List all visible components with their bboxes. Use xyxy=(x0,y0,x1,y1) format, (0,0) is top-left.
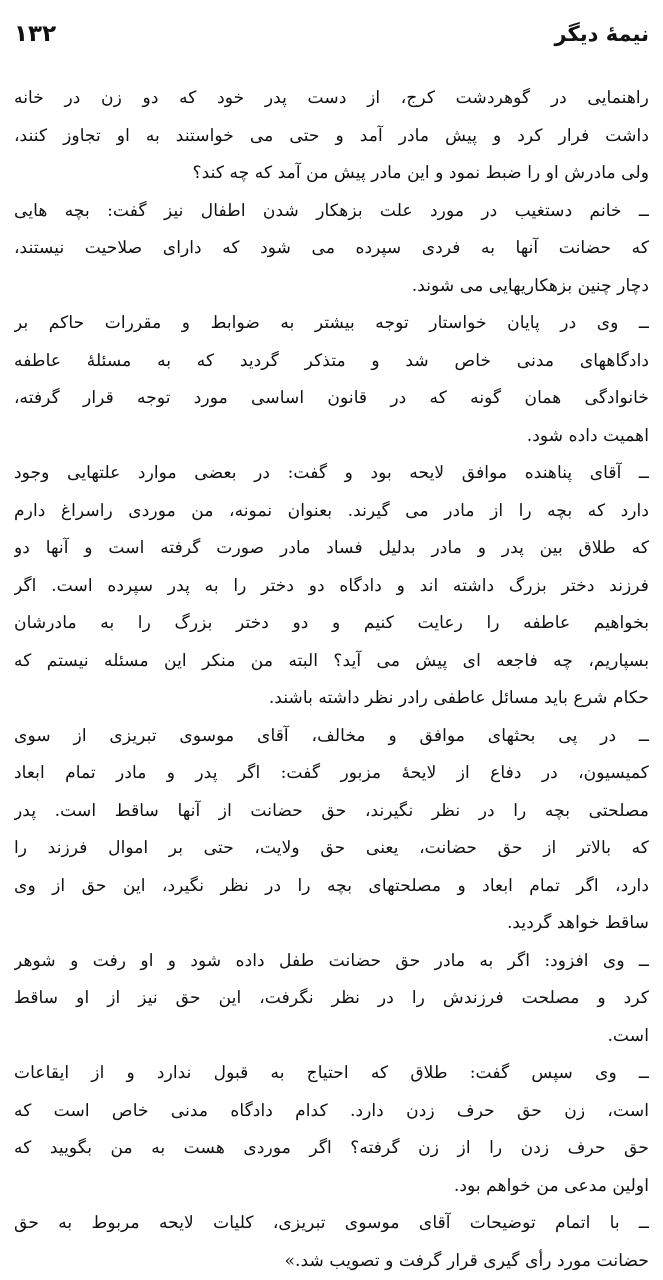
text-line: ــ آقای پناهنده موافق لایحه بود و گفت: در بعضی موارد علتهایی وجود xyxy=(14,455,649,493)
text-line: ــ وی سپس گفت: طلاق که احتیاج به قبول ندارد و از ایقاعات xyxy=(14,1055,649,1093)
page-header xyxy=(14,14,649,54)
text-line: دارد، اگر تمام ابعاد و مصلحتهای بچه را در نظر نگیرد، این حق از وی xyxy=(14,868,649,906)
text-line: اولین مدعی من خواهم بود. xyxy=(14,1168,649,1206)
page-number: ۱۳۲ xyxy=(14,21,56,47)
text-line: ــ وی در پایان خواستار توجه بیشتر به ضوابط و مقررات حاکم بر xyxy=(14,305,649,343)
text-line: فرزند دختر بزرگ داشته اند و دادگاه دو دختر را به پدر سپرده است. اگر xyxy=(14,568,649,606)
text-line: ــ خانم دستغیب در مورد علت بزهکار شدن اطفال نیز گفت: بچه هایی xyxy=(14,193,649,231)
text-line: راهنمایی در گوهردشت کرج، از دست پدر خود که دو زن در خانه xyxy=(14,80,649,118)
text-line: دارد که بچه را از مادر می گیرند. بعنوان نمونه، من موردی راسراغ دارم xyxy=(14,493,649,531)
text-line: کمیسیون، در دفاع از لایحهٔ مزبور گفت: اگر پدر و مادر تمام ابعاد xyxy=(14,755,649,793)
text-line: که حضانت آنها به فردی سپرده می شود که دارای صلاحیت نیستند، xyxy=(14,230,649,268)
text-line: مصلحتی بچه را در نظر نگیرند، حق حضانت از آنها ساقط است. پدر xyxy=(14,793,649,831)
text-line: دچار چنین بزهکاریهایی می شوند. xyxy=(14,268,649,306)
text-line: بسپاریم، چه فاجعه ای پیش می آید؟ البته من منکر این مسئله نیستم که xyxy=(14,643,649,681)
text-line: ــ با اتمام توضیحات آقای موسوی تبریزی، کلیات لایحه مربوط به حق xyxy=(14,1205,649,1243)
text-line: داشت فرار کرد و پیش مادر آمد و حتی می خواستند به او تجاوز کنند، xyxy=(14,118,649,156)
text-line: حکام شرع باید مسائل عاطفی رادر نظر داشته باشند. xyxy=(14,680,649,718)
text-line: خانوادگی همان گونه که در قانون اساسی مورد توجه قرار گرفته، xyxy=(14,380,649,418)
text-line: دادگاههای مدنی خاص شد و متذکر گردید که به مسئلهٔ عاطفه xyxy=(14,343,649,381)
running-title: نیمهٔ دیگر xyxy=(554,22,649,46)
text-line: است، زن حق حرف زدن دارد. کدام دادگاه مدنی خاص است که xyxy=(14,1093,649,1131)
body-text xyxy=(14,80,649,1280)
text-line: حق حرف زدن را از زن گرفته؟ اگر موردی هست به من بگویید که xyxy=(14,1130,649,1168)
text-line: بخواهیم عاطفه را رعایت کنیم و دو دختر بزرگ را به مادرشان xyxy=(14,605,649,643)
text-line: ولی مادرش او را ضبط نمود و این مادر پیش من آمد که چه کند؟ xyxy=(14,155,649,193)
text-line: است. xyxy=(14,1018,649,1056)
text-line: ساقط خواهد گردید. xyxy=(14,905,649,943)
text-line: کرد و مصلحت فرزندش را در نظر نگرفت، این حق نیز از او ساقط xyxy=(14,980,649,1018)
text-line: حضانت مورد رأی گیری قرار گرفت و تصویب شد.» xyxy=(14,1243,649,1280)
text-line: که بالاتر از حق حضانت، یعنی حق ولایت، حتی بر اموال فرزند را xyxy=(14,830,649,868)
text-line: که طلاق بین پدر و مادر بدلیل فساد مادر صورت گرفته است و آنها دو xyxy=(14,530,649,568)
text-line: اهمیت داده شود. xyxy=(14,418,649,456)
text-line: ــ در پی بحثهای موافق و مخالف، آقای موسوی تبریزی از سوی xyxy=(14,718,649,756)
text-line: ــ وی افزود: اگر به مادر حق حضانت طفل داده شود و او رفت و شوهر xyxy=(14,943,649,981)
